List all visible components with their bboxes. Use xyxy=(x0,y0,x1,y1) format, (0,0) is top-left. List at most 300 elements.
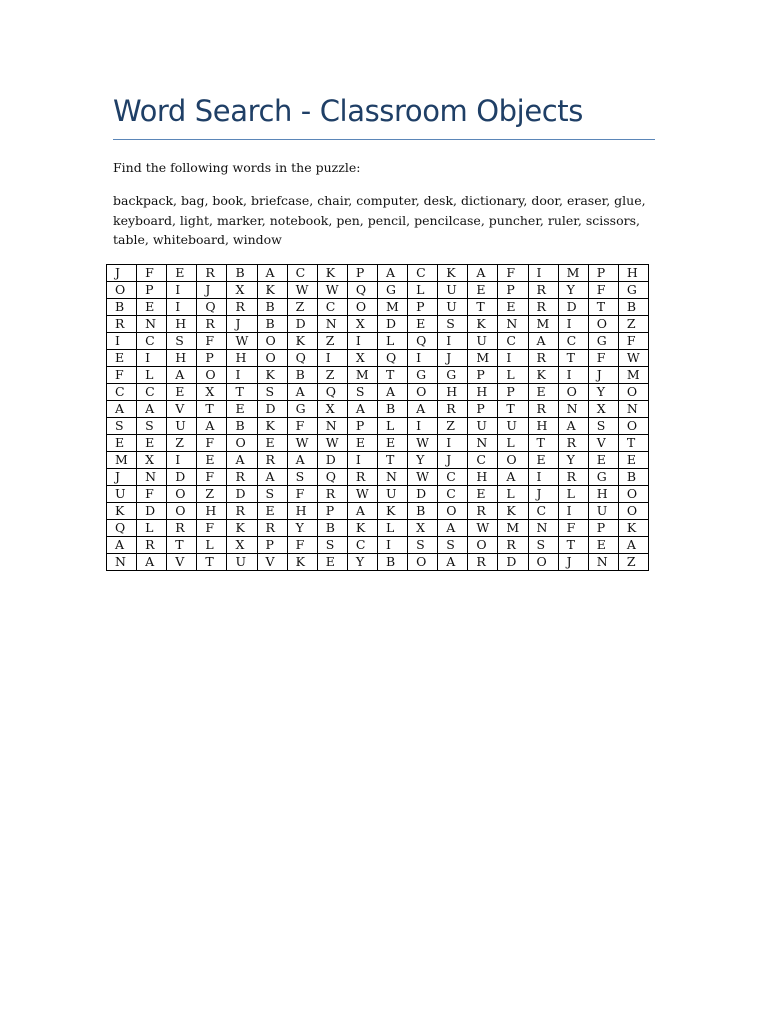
grid-cell: N xyxy=(377,469,407,486)
grid-cell: F xyxy=(498,265,528,282)
grid-cell: I xyxy=(498,350,528,367)
grid-cell: R xyxy=(558,469,588,486)
grid-cell: C xyxy=(558,333,588,350)
grid-cell: E xyxy=(377,435,407,452)
grid-cell: O xyxy=(227,435,257,452)
grid-cell: C xyxy=(137,384,167,401)
grid-cell: U xyxy=(438,299,468,316)
grid-cell: R xyxy=(257,520,287,537)
grid-cell: A xyxy=(137,401,167,418)
grid-cell: M xyxy=(498,520,528,537)
grid-cell: G xyxy=(287,401,317,418)
grid-cell: S xyxy=(317,537,347,554)
grid-cell: X xyxy=(347,316,377,333)
grid-cell: T xyxy=(377,367,407,384)
grid-cell: E xyxy=(588,537,618,554)
grid-cell: N xyxy=(468,435,498,452)
grid-cell: E xyxy=(498,299,528,316)
grid-cell: L xyxy=(137,520,167,537)
grid-cell: A xyxy=(347,503,377,520)
grid-cell: C xyxy=(438,469,468,486)
grid-row xyxy=(107,265,649,282)
grid-cell: K xyxy=(498,503,528,520)
grid-cell: D xyxy=(167,469,197,486)
grid-row xyxy=(107,435,649,452)
grid-cell: I xyxy=(167,282,197,299)
grid-cell: E xyxy=(618,452,648,469)
grid-cell: B xyxy=(227,265,257,282)
grid-cell: N xyxy=(558,401,588,418)
grid-cell: W xyxy=(317,435,347,452)
grid-cell: C xyxy=(347,537,377,554)
grid-cell: A xyxy=(438,554,468,571)
grid-cell: H xyxy=(588,486,618,503)
grid-cell: G xyxy=(377,282,407,299)
grid-cell: L xyxy=(498,367,528,384)
grid-cell: P xyxy=(408,299,438,316)
grid-cell: D xyxy=(257,401,287,418)
grid-cell: N xyxy=(588,554,618,571)
grid-cell: A xyxy=(618,537,648,554)
grid-cell: F xyxy=(197,520,227,537)
grid-cell: N xyxy=(317,316,347,333)
grid-cell: N xyxy=(137,469,167,486)
grid-cell: I xyxy=(167,299,197,316)
grid-cell: E xyxy=(347,435,377,452)
grid-cell: G xyxy=(588,333,618,350)
grid-cell: L xyxy=(377,418,407,435)
grid-cell: O xyxy=(588,316,618,333)
grid-cell: O xyxy=(107,282,137,299)
grid-cell: I xyxy=(528,469,558,486)
grid-cell: E xyxy=(137,435,167,452)
grid-cell: W xyxy=(408,469,438,486)
grid-cell: R xyxy=(197,316,227,333)
grid-cell: P xyxy=(588,265,618,282)
grid-cell: H xyxy=(287,503,317,520)
grid-cell: O xyxy=(408,384,438,401)
grid-cell: E xyxy=(257,503,287,520)
grid-cell: O xyxy=(438,503,468,520)
grid-cell: D xyxy=(317,452,347,469)
grid-cell: G xyxy=(618,282,648,299)
grid-cell: T xyxy=(498,401,528,418)
grid-cell: A xyxy=(257,469,287,486)
grid-cell: R xyxy=(528,350,558,367)
grid-cell: K xyxy=(468,316,498,333)
word-search-grid xyxy=(106,264,649,571)
grid-cell: P xyxy=(347,418,377,435)
grid-cell: Q xyxy=(408,333,438,350)
grid-cell: Q xyxy=(287,350,317,367)
grid-cell: Z xyxy=(618,316,648,333)
grid-cell: I xyxy=(347,333,377,350)
grid-cell: E xyxy=(227,401,257,418)
grid-cell: A xyxy=(287,452,317,469)
grid-cell: T xyxy=(197,401,227,418)
grid-cell: A xyxy=(107,401,137,418)
grid-cell: T xyxy=(558,537,588,554)
grid-cell: H xyxy=(438,384,468,401)
grid-cell: R xyxy=(257,452,287,469)
grid-cell: W xyxy=(408,435,438,452)
page-title: Word Search - Classroom Objects xyxy=(113,94,583,128)
grid-cell: O xyxy=(618,486,648,503)
grid-cell: Z xyxy=(317,333,347,350)
grid-cell: N xyxy=(618,401,648,418)
grid-cell: U xyxy=(377,486,407,503)
grid-cell: T xyxy=(588,299,618,316)
grid-cell: J xyxy=(227,316,257,333)
grid-row xyxy=(107,401,649,418)
grid-cell: K xyxy=(257,367,287,384)
grid-cell: O xyxy=(528,554,558,571)
grid-cell: K xyxy=(618,520,648,537)
grid-cell: E xyxy=(107,435,137,452)
grid-cell: E xyxy=(167,265,197,282)
grid-cell: L xyxy=(498,435,528,452)
grid-cell: E xyxy=(107,350,137,367)
grid-cell: J xyxy=(438,350,468,367)
grid-cell: Z xyxy=(438,418,468,435)
grid-cell: B xyxy=(618,299,648,316)
grid-cell: L xyxy=(377,520,407,537)
word-list: backpack, bag, book, briefcase, chair, computer, desk, dictionary, door, eraser, glue, keyboard, light, marker, notebook, pen, pencil, pencilcase, puncher, ruler, scissors, table, whiteboard, window xyxy=(113,193,646,247)
grid-cell: J xyxy=(107,469,137,486)
grid-cell: G xyxy=(438,367,468,384)
grid-cell: W xyxy=(287,435,317,452)
grid-cell: R xyxy=(528,282,558,299)
grid-cell: W xyxy=(317,282,347,299)
grid-cell: K xyxy=(528,367,558,384)
grid-cell: D xyxy=(408,486,438,503)
grid-cell: A xyxy=(287,384,317,401)
grid-cell: H xyxy=(167,316,197,333)
grid-row xyxy=(107,469,649,486)
grid-cell: W xyxy=(287,282,317,299)
grid-cell: D xyxy=(227,486,257,503)
grid-cell: I xyxy=(227,367,257,384)
grid-cell: E xyxy=(528,384,558,401)
grid-cell: A xyxy=(347,401,377,418)
grid-cell: H xyxy=(468,384,498,401)
grid-cell: F xyxy=(197,435,227,452)
grid-cell: N xyxy=(137,316,167,333)
grid-cell: S xyxy=(287,469,317,486)
grid-cell: Y xyxy=(558,452,588,469)
grid-cell: P xyxy=(468,367,498,384)
grid-cell: S xyxy=(438,537,468,554)
grid-cell: R xyxy=(528,299,558,316)
grid-cell: E xyxy=(197,452,227,469)
grid-cell: Y xyxy=(347,554,377,571)
grid-cell: R xyxy=(227,299,257,316)
grid-cell: E xyxy=(468,282,498,299)
grid-cell: T xyxy=(528,435,558,452)
grid-cell: E xyxy=(137,299,167,316)
grid-cell: Q xyxy=(197,299,227,316)
grid-row xyxy=(107,486,649,503)
grid-cell: I xyxy=(167,452,197,469)
grid-cell: B xyxy=(107,299,137,316)
grid-cell: W xyxy=(227,333,257,350)
grid-cell: P xyxy=(137,282,167,299)
grid-cell: S xyxy=(347,384,377,401)
grid-cell: K xyxy=(287,333,317,350)
grid-cell: P xyxy=(468,401,498,418)
grid-cell: A xyxy=(227,452,257,469)
grid-cell: E xyxy=(468,486,498,503)
grid-cell: O xyxy=(498,452,528,469)
grid-cell: U xyxy=(167,418,197,435)
grid-cell: R xyxy=(528,401,558,418)
grid-cell: L xyxy=(377,333,407,350)
grid-cell: A xyxy=(377,265,407,282)
grid-cell: W xyxy=(618,350,648,367)
grid-cell: R xyxy=(498,537,528,554)
grid-cell: V xyxy=(167,554,197,571)
grid-cell: U xyxy=(107,486,137,503)
grid-cell: T xyxy=(468,299,498,316)
grid-cell: C xyxy=(287,265,317,282)
grid-row xyxy=(107,418,649,435)
grid-cell: I xyxy=(408,350,438,367)
grid-cell: F xyxy=(588,350,618,367)
grid-cell: M xyxy=(528,316,558,333)
grid-cell: A xyxy=(468,265,498,282)
grid-cell: K xyxy=(438,265,468,282)
grid-cell: F xyxy=(287,418,317,435)
grid-cell: Q xyxy=(317,469,347,486)
grid-cell: A xyxy=(137,554,167,571)
grid-cell: F xyxy=(618,333,648,350)
grid-cell: I xyxy=(377,537,407,554)
grid-cell: E xyxy=(528,452,558,469)
grid-cell: B xyxy=(377,401,407,418)
grid-cell: S xyxy=(528,537,558,554)
grid-cell: F xyxy=(137,486,167,503)
grid-cell: U xyxy=(468,418,498,435)
grid-cell: S xyxy=(438,316,468,333)
grid-cell: P xyxy=(498,384,528,401)
grid-cell: R xyxy=(167,520,197,537)
grid-cell: B xyxy=(257,316,287,333)
grid-cell: T xyxy=(618,435,648,452)
grid-cell: I xyxy=(558,503,588,520)
grid-cell: F xyxy=(287,537,317,554)
grid-cell: E xyxy=(408,316,438,333)
grid-cell: B xyxy=(227,418,257,435)
grid-cell: Q xyxy=(377,350,407,367)
grid-row xyxy=(107,503,649,520)
grid-cell: I xyxy=(558,316,588,333)
grid-cell: I xyxy=(438,333,468,350)
grid-cell: U xyxy=(498,418,528,435)
grid-cell: P xyxy=(498,282,528,299)
grid-cell: I xyxy=(408,418,438,435)
grid-cell: Y xyxy=(588,384,618,401)
grid-cell: K xyxy=(257,418,287,435)
grid-cell: A xyxy=(197,418,227,435)
grid-cell: F xyxy=(137,265,167,282)
grid-cell: K xyxy=(107,503,137,520)
grid-cell: Q xyxy=(107,520,137,537)
grid-cell: X xyxy=(408,520,438,537)
grid-cell: M xyxy=(558,265,588,282)
grid-cell: R xyxy=(197,265,227,282)
grid-cell: F xyxy=(197,333,227,350)
grid-cell: C xyxy=(438,486,468,503)
grid-cell: I xyxy=(558,367,588,384)
grid-cell: Z xyxy=(287,299,317,316)
grid-cell: S xyxy=(107,418,137,435)
grid-cell: P xyxy=(197,350,227,367)
grid-cell: Y xyxy=(408,452,438,469)
grid-cell: O xyxy=(167,503,197,520)
grid-cell: B xyxy=(618,469,648,486)
grid-cell: H xyxy=(528,418,558,435)
grid-cell: R xyxy=(107,316,137,333)
grid-row xyxy=(107,367,649,384)
grid-cell: J xyxy=(197,282,227,299)
grid-cell: T xyxy=(227,384,257,401)
grid-cell: X xyxy=(227,282,257,299)
grid-cell: O xyxy=(257,333,287,350)
grid-cell: M xyxy=(377,299,407,316)
grid-cell: R xyxy=(137,537,167,554)
grid-cell: Y xyxy=(558,282,588,299)
grid-cell: I xyxy=(317,350,347,367)
grid-cell: S xyxy=(167,333,197,350)
grid-cell: X xyxy=(347,350,377,367)
grid-cell: O xyxy=(618,503,648,520)
grid-cell: T xyxy=(197,554,227,571)
grid-cell: Q xyxy=(317,384,347,401)
grid-cell: V xyxy=(257,554,287,571)
grid-cell: O xyxy=(618,418,648,435)
grid-cell: B xyxy=(287,367,317,384)
grid-cell: A xyxy=(498,469,528,486)
grid-cell: E xyxy=(588,452,618,469)
grid-cell: D xyxy=(558,299,588,316)
grid-cell: U xyxy=(438,282,468,299)
grid-cell: N xyxy=(317,418,347,435)
grid-row xyxy=(107,282,649,299)
grid-cell: Y xyxy=(287,520,317,537)
grid-cell: A xyxy=(438,520,468,537)
grid-cell: I xyxy=(528,265,558,282)
grid-cell: M xyxy=(618,367,648,384)
grid-cell: L xyxy=(197,537,227,554)
grid-cell: X xyxy=(227,537,257,554)
grid-body xyxy=(107,265,649,571)
grid-cell: Z xyxy=(167,435,197,452)
grid-cell: O xyxy=(618,384,648,401)
grid-cell: R xyxy=(468,554,498,571)
grid-cell: V xyxy=(167,401,197,418)
grid-cell: H xyxy=(618,265,648,282)
grid-cell: G xyxy=(408,367,438,384)
grid-cell: I xyxy=(438,435,468,452)
grid-cell: H xyxy=(227,350,257,367)
grid-cell: E xyxy=(167,384,197,401)
grid-cell: B xyxy=(317,520,347,537)
grid-cell: P xyxy=(257,537,287,554)
grid-cell: O xyxy=(347,299,377,316)
grid-row xyxy=(107,316,649,333)
grid-cell: C xyxy=(137,333,167,350)
grid-cell: O xyxy=(558,384,588,401)
grid-cell: B xyxy=(377,554,407,571)
grid-cell: P xyxy=(588,520,618,537)
grid-cell: C xyxy=(408,265,438,282)
grid-cell: H xyxy=(167,350,197,367)
grid-cell: R xyxy=(317,486,347,503)
grid-cell: A xyxy=(558,418,588,435)
grid-cell: A xyxy=(167,367,197,384)
title-underline xyxy=(113,139,655,140)
grid-cell: S xyxy=(408,537,438,554)
grid-cell: U xyxy=(227,554,257,571)
grid-cell: S xyxy=(137,418,167,435)
grid-cell: B xyxy=(257,299,287,316)
grid-cell: C xyxy=(107,384,137,401)
grid-cell: R xyxy=(227,503,257,520)
grid-cell: W xyxy=(468,520,498,537)
grid-cell: K xyxy=(287,554,317,571)
grid-cell: S xyxy=(588,418,618,435)
grid-cell: M xyxy=(107,452,137,469)
grid-cell: L xyxy=(558,486,588,503)
grid-cell: X xyxy=(137,452,167,469)
grid-row xyxy=(107,537,649,554)
grid-cell: C xyxy=(528,503,558,520)
grid-cell: C xyxy=(498,333,528,350)
grid-cell: F xyxy=(558,520,588,537)
grid-cell: I xyxy=(137,350,167,367)
grid-cell: U xyxy=(588,503,618,520)
grid-cell: J xyxy=(558,554,588,571)
grid-cell: S xyxy=(257,486,287,503)
grid-cell: R xyxy=(227,469,257,486)
grid-cell: P xyxy=(317,503,347,520)
grid-cell: E xyxy=(257,435,287,452)
grid-cell: Z xyxy=(317,367,347,384)
grid-cell: A xyxy=(107,537,137,554)
grid-cell: A xyxy=(257,265,287,282)
grid-cell: K xyxy=(317,265,347,282)
grid-cell: W xyxy=(347,486,377,503)
grid-row xyxy=(107,520,649,537)
grid-cell: G xyxy=(588,469,618,486)
grid-cell: D xyxy=(377,316,407,333)
grid-cell: H xyxy=(468,469,498,486)
grid-cell: R xyxy=(558,435,588,452)
grid-cell: A xyxy=(377,384,407,401)
grid-cell: T xyxy=(167,537,197,554)
grid-cell: R xyxy=(438,401,468,418)
grid-cell: F xyxy=(588,282,618,299)
grid-cell: R xyxy=(468,503,498,520)
grid-cell: O xyxy=(408,554,438,571)
grid-cell: O xyxy=(468,537,498,554)
grid-cell: L xyxy=(498,486,528,503)
grid-cell: T xyxy=(377,452,407,469)
grid-cell: K xyxy=(347,520,377,537)
grid-cell: P xyxy=(347,265,377,282)
grid-cell: J xyxy=(528,486,558,503)
grid-cell: J xyxy=(588,367,618,384)
